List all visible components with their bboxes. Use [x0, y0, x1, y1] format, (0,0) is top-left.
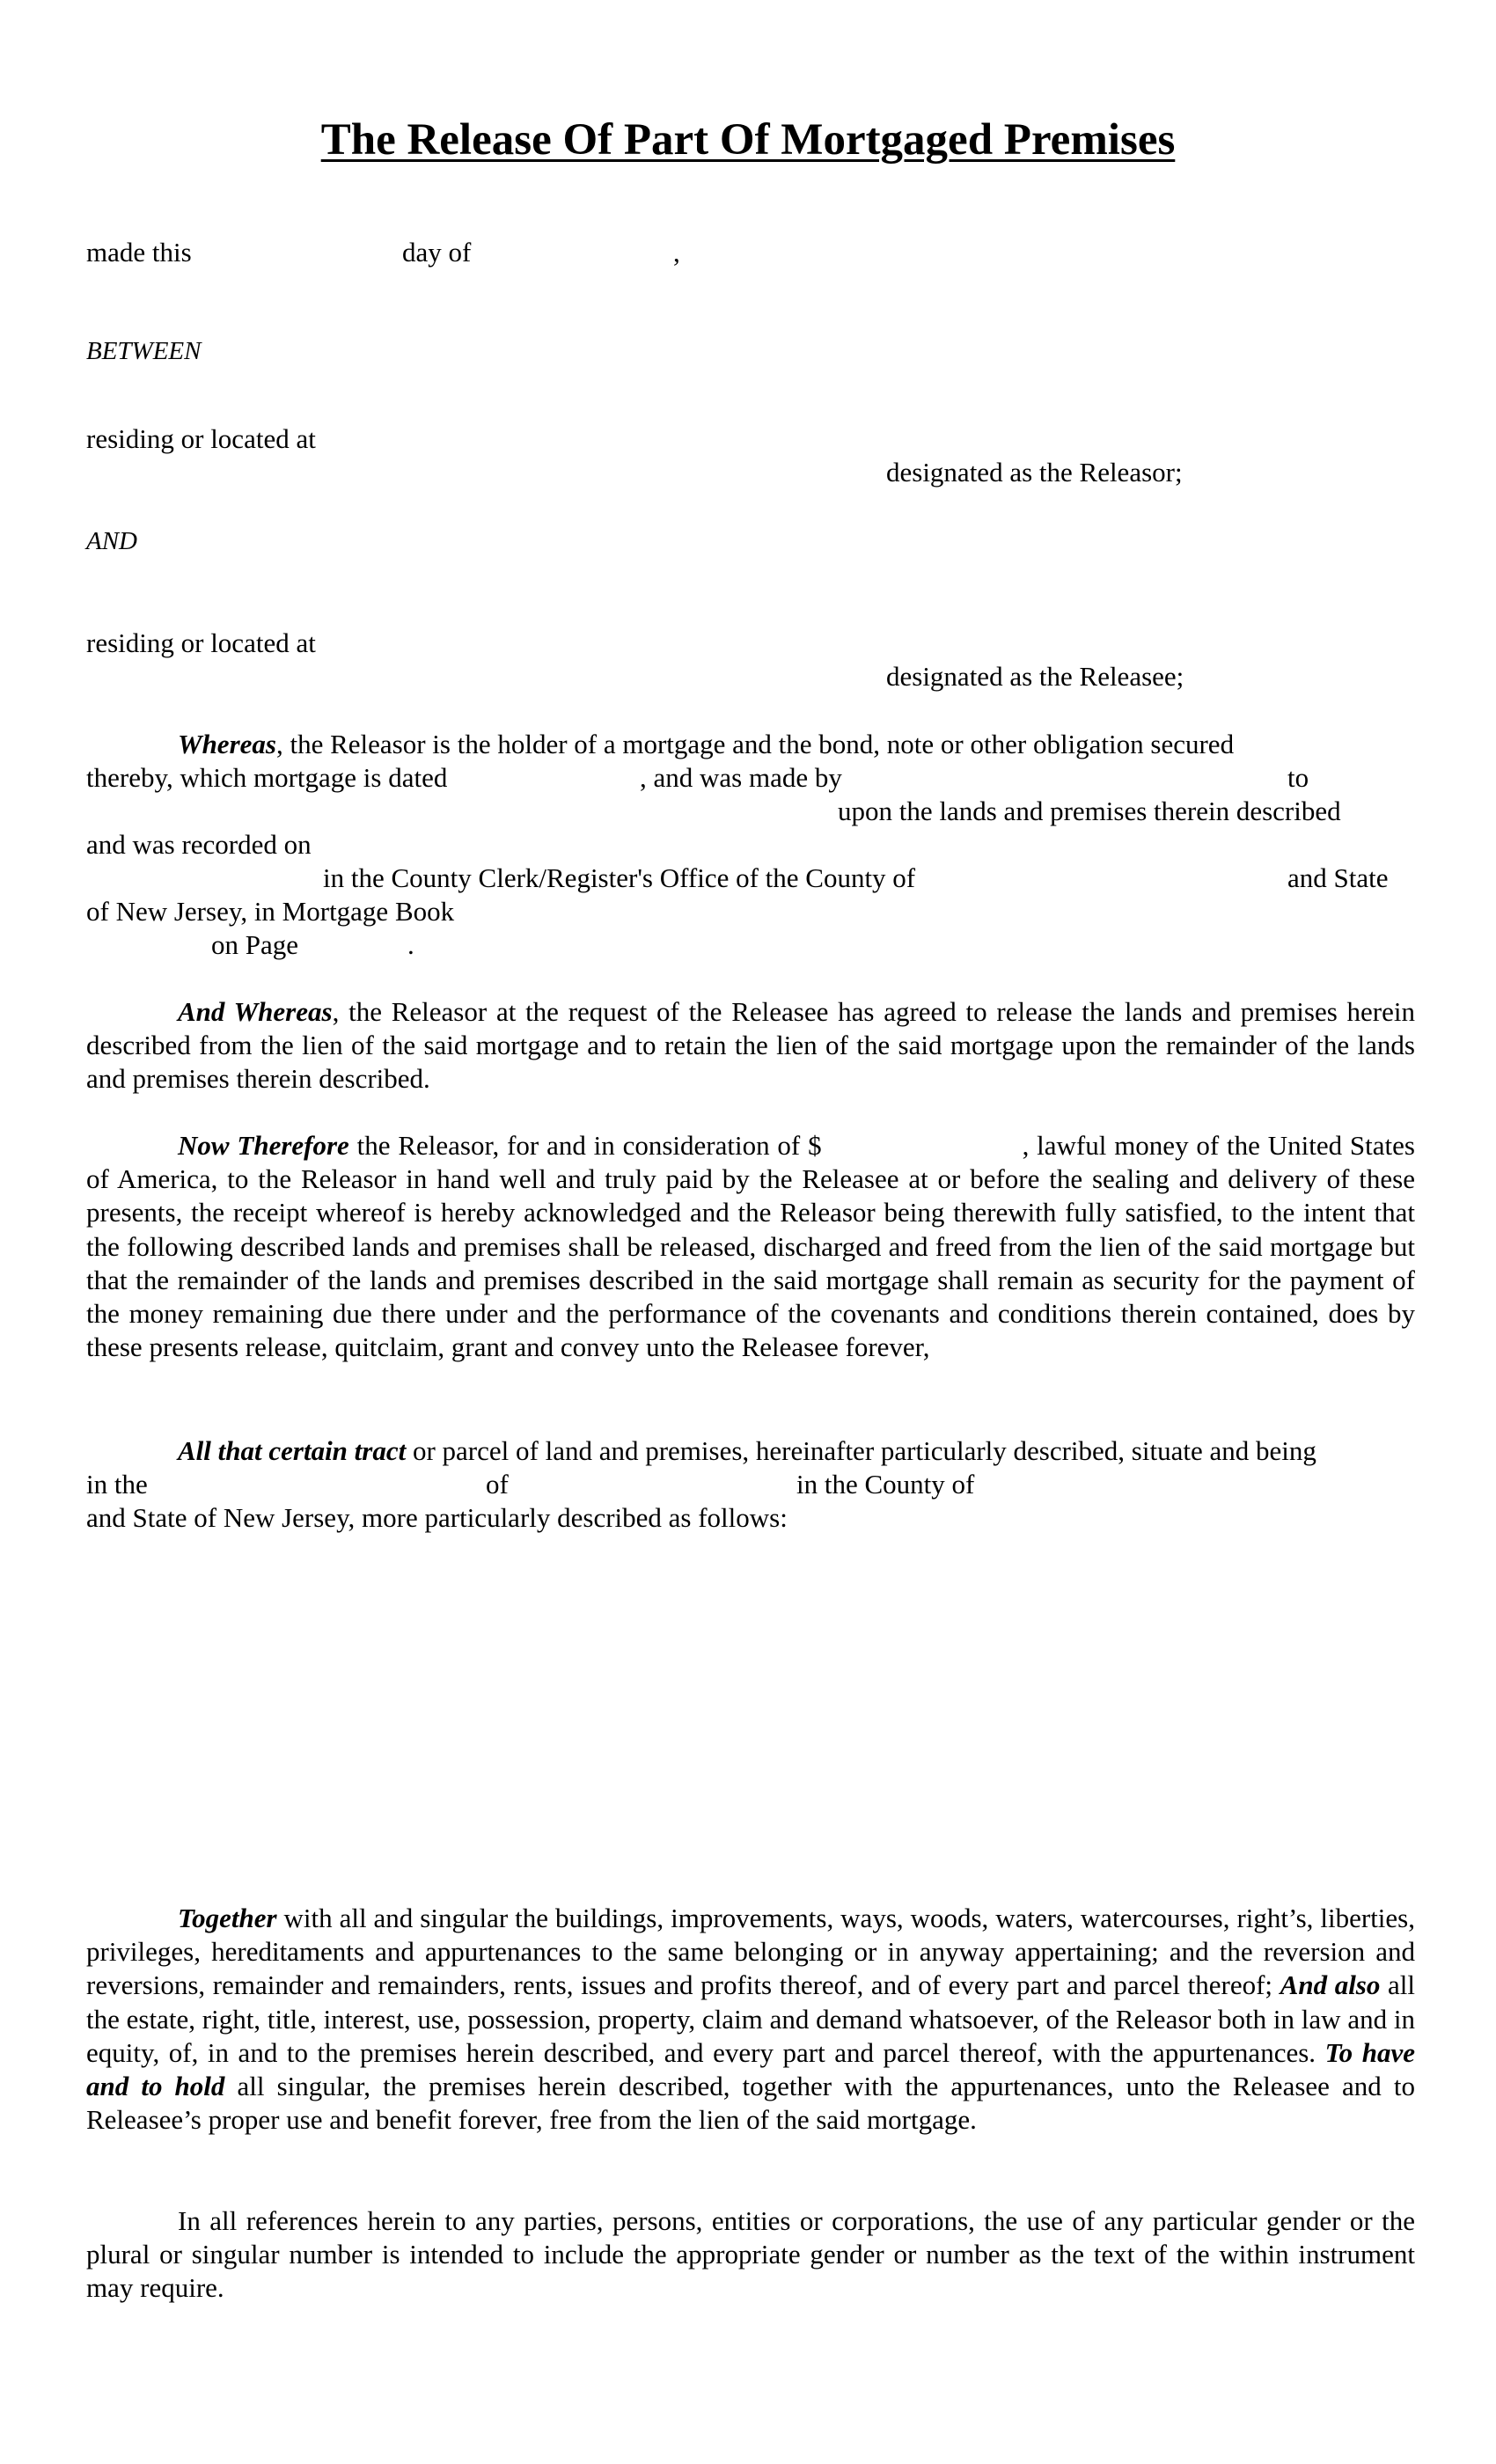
and-also-lead: And also — [1280, 1969, 1381, 2001]
releasor-residing-label: residing or located at — [86, 423, 316, 454]
all-that-county-of: in the County of — [796, 1469, 975, 1500]
and-label: AND — [86, 527, 137, 555]
document-title: The Release Of Part Of Mortgaged Premises — [320, 115, 1176, 165]
now-therefore-text-1: the Releasor, for and in consideration of $ — [348, 1130, 822, 1161]
and-whereas-text: , the Releasor at the request of the Releasee has agreed to release the lands and premises herein described from the lien of the said mortgage and to retain the lien of the said mortgage upon the remainder of the lands and premises therein described. — [86, 996, 1415, 1095]
and-whereas-paragraph — [86, 995, 1415, 1096]
whereas-and-state: and State — [1287, 862, 1389, 893]
together-lead: Together — [178, 1903, 277, 1933]
whereas-line-1 — [178, 728, 1234, 761]
together-paragraph — [86, 1902, 1415, 2137]
together-text-2: all the estate, right, title, interest, use, possession, property, claim and demand whatsoever, of the Releasor both in law and in equity, of, in and to the premises herein described, and every part and parcel thereof, with the appurtenances. — [86, 1969, 1415, 2068]
whereas-to: to — [1287, 762, 1309, 793]
all-that-in-the: in the — [86, 1469, 148, 1500]
now-therefore-paragraph — [86, 1129, 1415, 1364]
all-that-state-described: and State of New Jersey, more particularly described as follows: — [86, 1502, 788, 1533]
between-label: BETWEEN — [86, 337, 202, 365]
whereas-period: . — [407, 929, 414, 960]
all-that-line-1 — [178, 1434, 1316, 1468]
together-text-1: with all and singular the buildings, improvements, ways, woods, waters, watercourses, right’s, liberties, privileges, hereditaments and appurtenances to the same belonging or in anyway appertaining; and the reversion and reversions, remainder and remainders, rents, issues and profits thereof, and of every part and parcel thereof; — [86, 1903, 1415, 2001]
whereas-upon-lands: upon the lands and premises therein described — [838, 796, 1341, 826]
whereas-line-1-text: , the Releasor is the holder of a mortgage and the bond, note or other obligation secured — [275, 729, 1235, 759]
together-text-3: all singular, the premises herein described, together with the appurtenances, unto the Releasee and to Releasee’s proper use and benefit forever, free from the lien of the said mortgage. — [86, 2071, 1415, 2136]
all-that-of: of — [486, 1469, 509, 1500]
now-therefore-lead: Now Therefore — [178, 1130, 349, 1161]
whereas-made-by: , and was made by — [640, 762, 842, 793]
all-that-lead: All that certain tract — [178, 1435, 407, 1466]
made-this-label: made this — [86, 237, 192, 268]
whereas-on-page: on Page — [211, 929, 299, 960]
releasee-designation: designated as the Releasee; — [886, 661, 1184, 692]
whereas-lead: Whereas — [178, 729, 276, 759]
and-whereas-lead: And Whereas — [178, 996, 333, 1027]
releasor-designation: designated as the Releasor; — [886, 457, 1183, 488]
all-that-line-1-text: or parcel of land and premises, hereinafter particularly described, situate and being — [406, 1435, 1316, 1466]
to-have-and-to-hold-lead: To have and to hold — [86, 2036, 1415, 2102]
day-of-label: day of — [402, 237, 472, 268]
date-comma: , — [673, 237, 680, 268]
references-text: In all references herein to any parties, persons, entities or corporations, the use of any particular gender or the plural or singular number is intended to include the appropriate gender or number as the text of the within instrument may require. — [86, 2205, 1415, 2304]
whereas-mortgage-dated: thereby, which mortgage is dated — [86, 762, 448, 793]
whereas-mortgage-book: of New Jersey, in Mortgage Book — [86, 896, 455, 927]
whereas-county-clerk: in the County Clerk/Register's Office of the County of — [323, 862, 916, 893]
references-paragraph — [86, 2204, 1415, 2306]
releasee-residing-label: residing or located at — [86, 627, 316, 658]
now-therefore-text-2: , lawful money of the United States of America, to the Releasor in hand well and truly paid by the Releasee at or before the sealing and delivery of these presents, the receipt whereof is hereby acknowledged and the Releasor being therewith fully satisfied, to the intent that the following described lands and premises shall be released, discharged and freed from the lien of the said mortgage but that the remainder of the lands and premises described in the said mortgage shall remain as security for the payment of the money remaining due there under and the performance of the covenants and conditions therein contained, does by these presents release, quitclaim, grant and convey unto the Releasee forever, — [86, 1130, 1415, 1363]
whereas-recorded-on: and was recorded on — [86, 829, 312, 860]
